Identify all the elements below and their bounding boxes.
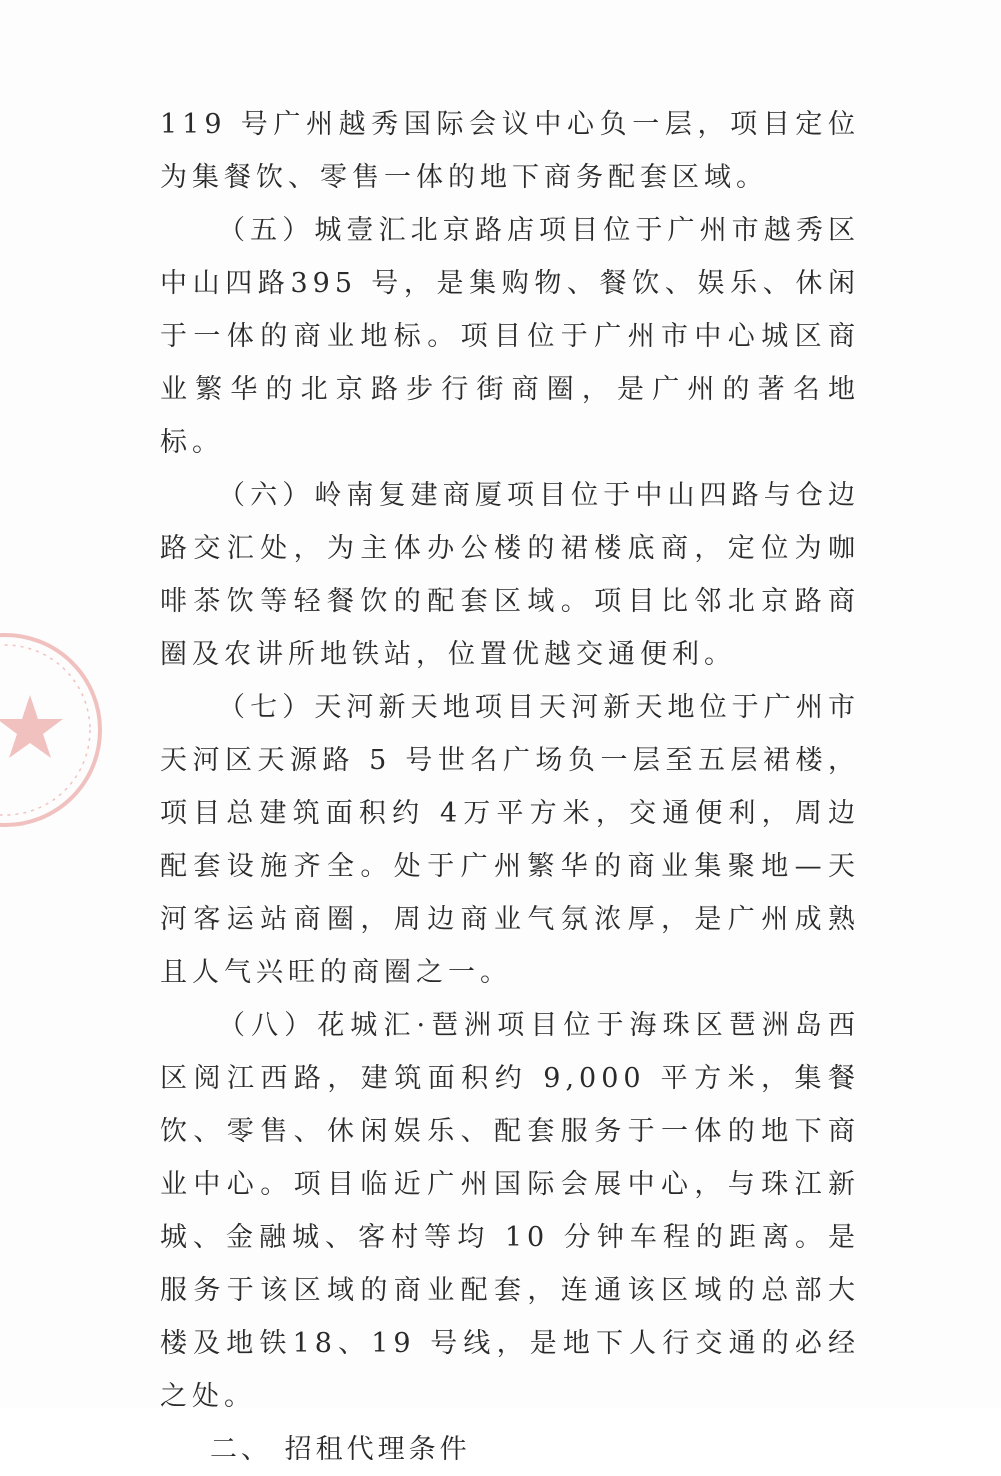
document-body bbox=[160, 98, 860, 1476]
official-seal-icon bbox=[0, 625, 130, 835]
paragraph-item-6: （六）岭南复建商厦项目位于中山四路与仓边路交汇处，为主体办公楼的裙楼底商，定位为咖啡茶饮等轻餐饮的配套区域。项目比邻北京路商圈及农讲所地铁站，位置优越交通便利。 bbox=[160, 480, 860, 670]
paragraph-continued: 119 号广州越秀国际会议中心负一层，项目定位为集餐饮、零售一体的地下商务配套区域。 bbox=[160, 109, 860, 193]
section-heading: 二、 招租代理条件 bbox=[210, 1434, 471, 1465]
paragraph-item-7: （七）天河新天地项目天河新天地位于广州市天河区天源路 5 号世名广场负一层至五层裙楼，项目总建筑面积约 4万平方米，交通便利，周边配套设施齐全。处于广州繁华的商业集聚地—天河客运站商圈，周边商业气氛浓厚，是广州成熟且人气兴旺的商圈之一。 bbox=[160, 692, 860, 988]
paragraph-item-8: （八）花城汇·琶洲项目位于海珠区琶洲岛西区阅江西路，建筑面积约 9,000 平方米，集餐饮、零售、休闲娱乐、配套服务于一体的地下商业中心。项目临近广州国际会展中心，与珠江新城、金融城、客村等均 10 分钟车程的距离。是服务于该区域的商业配套，连通该区域的总部大楼及地铁18、19 号线，是地下人行交通的必经之处。 bbox=[160, 1010, 860, 1412]
paragraph-item-5: （五）城壹汇北京路店项目位于广州市越秀区中山四路395 号，是集购物、餐饮、娱乐、休闲于一体的商业地标。项目位于广州市中心城区商业繁华的北京路步行街商圈，是广州的著名地标。 bbox=[160, 215, 860, 458]
